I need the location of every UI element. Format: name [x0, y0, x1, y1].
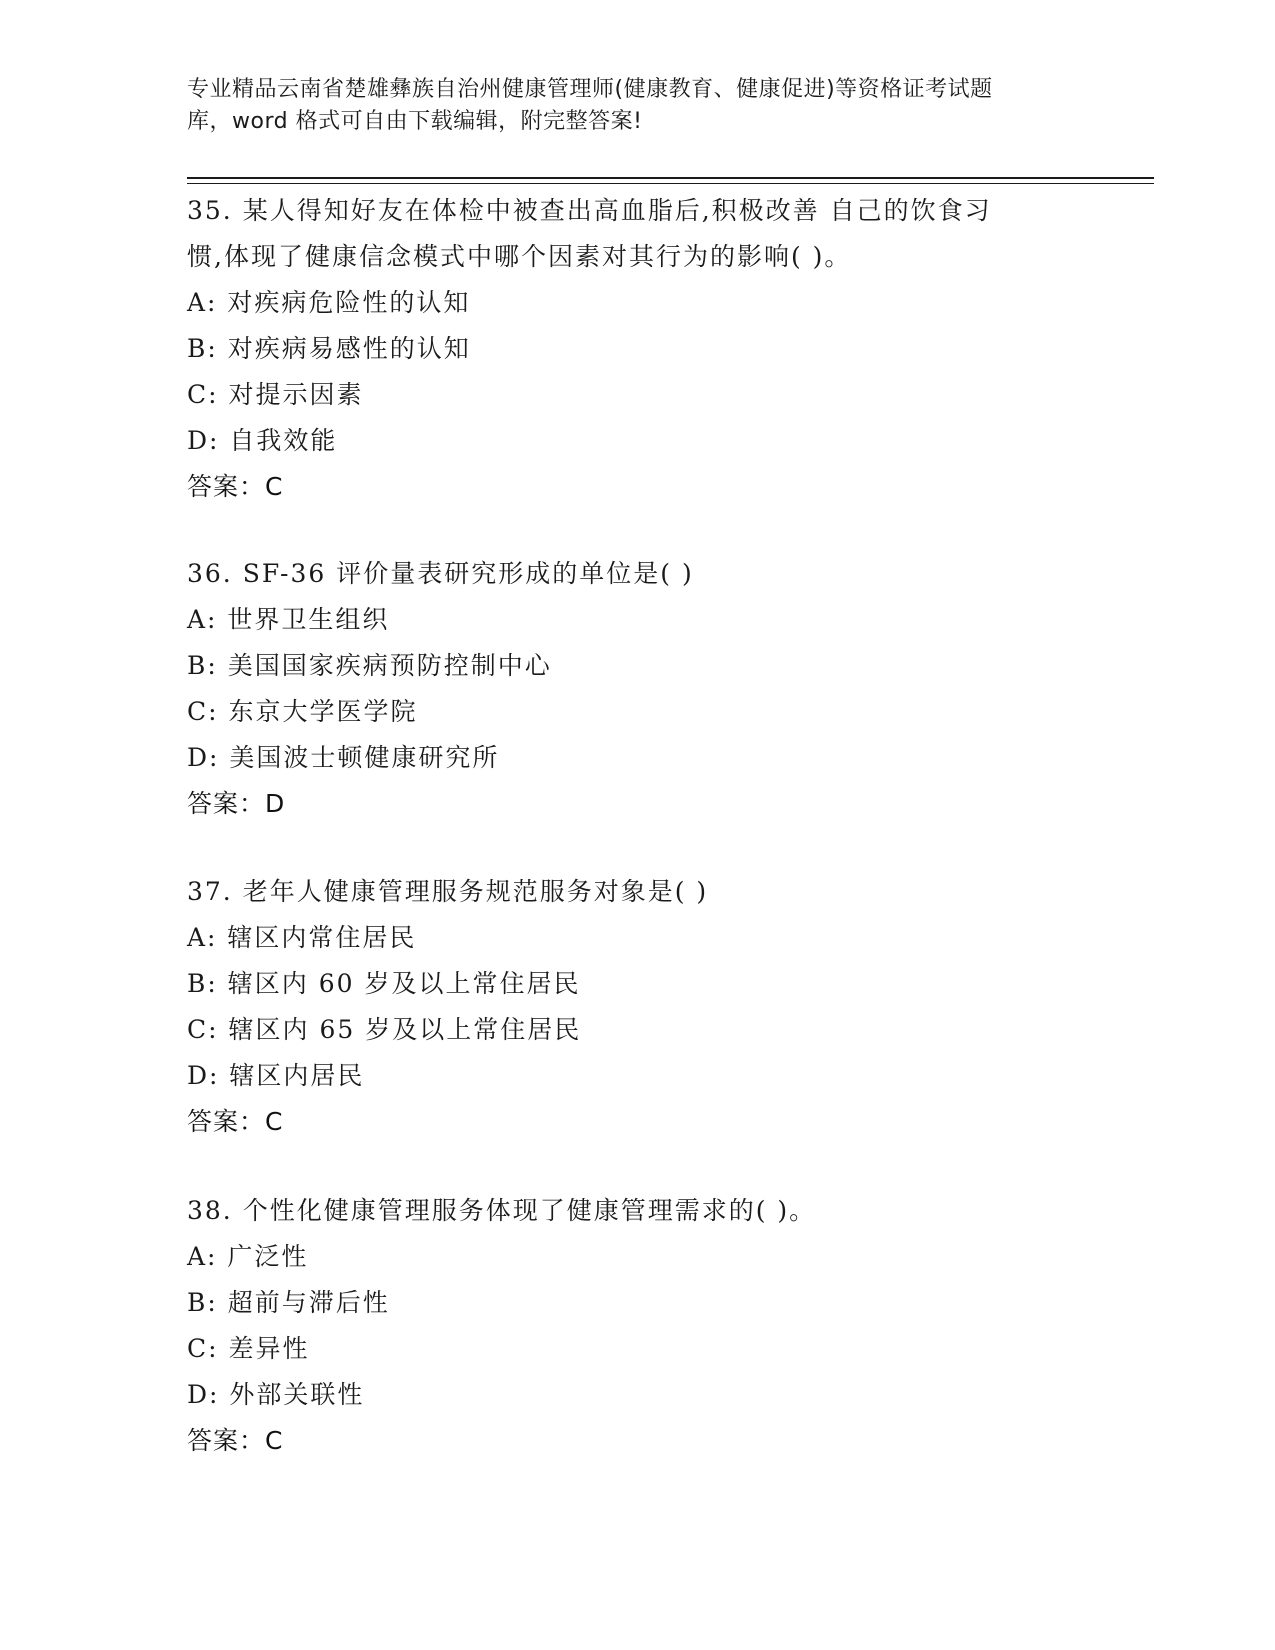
question-38	[187, 1188, 1137, 1464]
option-a: A: 世界卫生组织	[187, 605, 390, 634]
question-37	[187, 869, 1137, 1145]
option-d: D: 外部关联性	[187, 1380, 365, 1409]
option-b: B: 美国国家疾病预防控制中心	[187, 651, 552, 680]
header-title-line-2: 库，word 格式可自由下载编辑，附完整答案!	[187, 109, 643, 134]
answer-line: 答案：C	[187, 1107, 284, 1136]
question-stem-line: 35. 某人得知好友在体检中被查出高血脂后,积极改善 自己的饮食习	[187, 196, 992, 225]
question-stem-line: 38. 个性化健康管理服务体现了健康管理需求的( )。	[187, 1196, 817, 1225]
option-d: D: 美国波士顿健康研究所	[187, 743, 500, 772]
option-a: A: 对疾病危险性的认知	[187, 288, 471, 317]
answer-line: 答案：D	[187, 789, 286, 818]
option-b: B: 对疾病易感性的认知	[187, 334, 471, 363]
option-d: D: 辖区内居民	[187, 1061, 365, 1090]
option-b: B: 辖区内 60 岁及以上常住居民	[187, 969, 581, 998]
document-header	[187, 74, 1087, 138]
option-a: A: 辖区内常住居民	[187, 923, 417, 952]
question-stem-line: 36. SF-36 评价量表研究形成的单位是( )	[187, 559, 694, 588]
option-b: B: 超前与滞后性	[187, 1288, 390, 1317]
header-title-line-1: 专业精品云南省楚雄彝族自治州健康管理师(健康教育、健康促进)等资格证考试题	[187, 77, 993, 102]
header-divider-thin	[187, 183, 1154, 184]
question-35	[187, 188, 1137, 510]
question-stem-line: 37. 老年人健康管理服务规范服务对象是( )	[187, 877, 709, 906]
option-c: C: 辖区内 65 岁及以上常住居民	[187, 1015, 582, 1044]
option-c: C: 东京大学医学院	[187, 697, 418, 726]
answer-line: 答案：C	[187, 472, 284, 501]
question-36	[187, 551, 1137, 827]
option-c: C: 对提示因素	[187, 380, 364, 409]
option-a: A: 广泛性	[187, 1242, 309, 1271]
option-d: D: 自我效能	[187, 426, 338, 455]
answer-line: 答案：C	[187, 1426, 284, 1455]
question-stem-line: 惯,体现了健康信念模式中哪个因素对其行为的影响( )。	[187, 242, 852, 271]
header-divider-thick	[187, 177, 1154, 179]
option-c: C: 差异性	[187, 1334, 310, 1363]
